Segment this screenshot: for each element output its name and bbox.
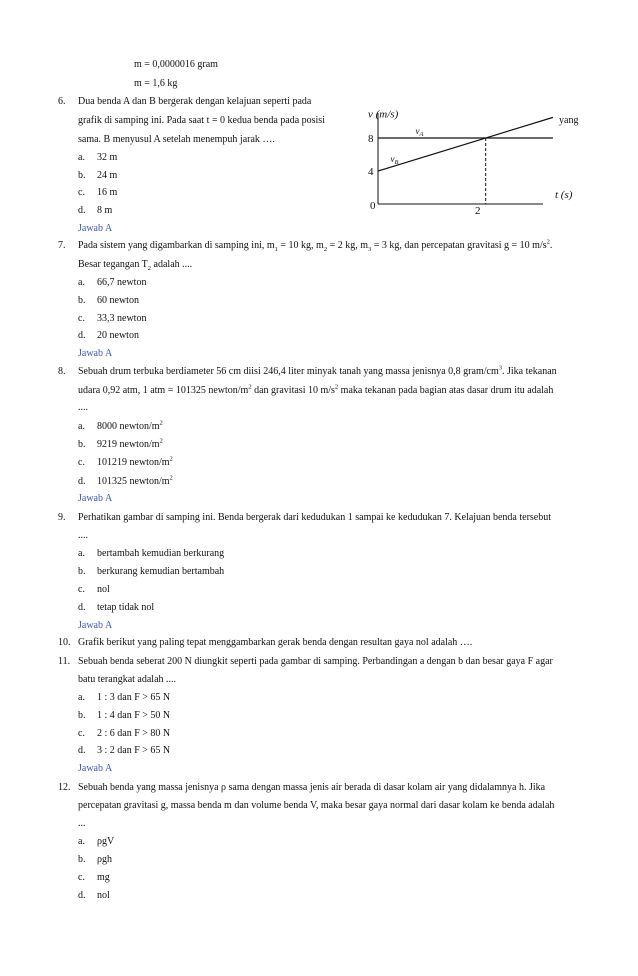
q6-option-b-text: 24 m bbox=[97, 170, 118, 181]
q8-line-3: .... bbox=[78, 402, 88, 413]
q8-option-a-sup: 2 bbox=[159, 419, 163, 427]
q7-option-a-text: 66,7 newton bbox=[97, 277, 147, 288]
q8-sup-3: 3 bbox=[498, 364, 502, 372]
q7-line-1 bbox=[78, 240, 552, 252]
q9-option-b-label: b. bbox=[78, 566, 86, 577]
q7-option-b-label: b. bbox=[78, 295, 86, 306]
q12-option-d-label: d. bbox=[78, 890, 86, 901]
q8-line-2 bbox=[78, 385, 553, 397]
q8-number: 8. bbox=[58, 366, 66, 377]
q6-option-a-label: a. bbox=[78, 152, 85, 163]
q8-option-b-sup: 2 bbox=[159, 437, 163, 445]
q9-option-a-text: bertambah kemudian berkurang bbox=[97, 548, 225, 559]
y-tick-label-4: 4 bbox=[368, 166, 374, 178]
q7-line-2 bbox=[78, 259, 192, 271]
q7-sub-t2: 2 bbox=[147, 265, 152, 272]
q7-option-b-text: 60 newton bbox=[97, 295, 139, 306]
q6-answer: Jawab A bbox=[78, 223, 113, 234]
x-tick-label-0: 0 bbox=[370, 200, 376, 212]
x-axis-label: t (s) bbox=[555, 189, 573, 201]
q9-option-d-label: d. bbox=[78, 602, 86, 613]
q11-option-d-label: d. bbox=[78, 745, 86, 756]
q8-option-d-sup: 2 bbox=[169, 474, 173, 482]
q9-number: 9. bbox=[58, 512, 66, 523]
q12-option-a-label: a. bbox=[78, 836, 85, 847]
q12-option-b-label: b. bbox=[78, 854, 86, 865]
q9-line-2: .... bbox=[78, 530, 88, 541]
q12-line-3: ... bbox=[78, 818, 86, 829]
q6-option-c-label: c. bbox=[78, 187, 85, 198]
q10-number: 10. bbox=[58, 637, 71, 648]
q12-option-d-text: nol bbox=[97, 890, 110, 901]
q9-option-c-label: c. bbox=[78, 584, 85, 595]
q11-number: 11. bbox=[58, 656, 71, 667]
q8-line-1 bbox=[78, 366, 557, 378]
q11-answer: Jawab A bbox=[78, 763, 113, 774]
q11-option-d-text: 3 : 2 dan F > 65 N bbox=[97, 745, 171, 756]
q8-option-b-value: 9219 newton/m bbox=[97, 439, 160, 450]
q7-option-c-label: c. bbox=[78, 313, 85, 324]
q8-line-1-b: . Jika tekanan bbox=[501, 366, 557, 377]
q11-line-1: Sebuah benda seberat 200 N diungkit seperti pada gambar di samping. Perbandingan a dengan b dan besar gaya F agar bbox=[78, 656, 553, 667]
q7-sub-3: 3 bbox=[367, 246, 372, 253]
x-tick-label-2: 2 bbox=[475, 205, 481, 217]
q8-sup-2a: 2 bbox=[248, 383, 252, 391]
q8-option-a-value: 8000 newton/m bbox=[97, 421, 160, 432]
q8-option-d-text bbox=[97, 476, 173, 488]
q11-option-b-label: b. bbox=[78, 710, 86, 721]
q8-option-b-text bbox=[97, 439, 163, 451]
q7-sub-1: 1 bbox=[274, 246, 278, 253]
y-axis-label: v (m/s) bbox=[368, 108, 399, 121]
q8-option-c-text bbox=[97, 457, 173, 469]
q7-option-d-label: d. bbox=[78, 330, 86, 341]
q7-option-c-text: 33,3 newton bbox=[97, 313, 147, 324]
q9-option-a-label: a. bbox=[78, 548, 85, 559]
q8-line-2-b: dan gravitasi 10 m/s bbox=[251, 385, 335, 396]
q6-option-d-text: 8 m bbox=[97, 205, 113, 216]
q7-sup-2: 2 bbox=[546, 238, 550, 246]
q8-option-c-label: c. bbox=[78, 457, 85, 468]
q7-option-d-text: 20 newton bbox=[97, 330, 139, 341]
q11-option-a-text: 1 : 3 dan F > 65 N bbox=[97, 692, 171, 703]
q7-line-2-a: Besar tegangan T bbox=[78, 259, 148, 270]
preface-line-1: m = 0,0000016 gram bbox=[134, 59, 218, 70]
q6-option-d-label: d. bbox=[78, 205, 86, 216]
q12-line-1: Sebuah benda yang massa jenisnya ρ sama dengan massa jenis air berada di dasar kolam air yang didalamnya h. Jika bbox=[78, 782, 546, 793]
q8-sup-2b: 2 bbox=[334, 383, 339, 391]
q8-option-b-label: b. bbox=[78, 439, 86, 450]
q7-answer: Jawab A bbox=[78, 348, 113, 359]
q7-line-1-a: Pada sistem yang digambarkan di samping ini, m bbox=[78, 240, 275, 251]
q8-line-2-a: udara 0,92 atm, 1 atm = 101325 newton/m bbox=[78, 385, 249, 396]
q11-line-2: batu terangkat adalah .... bbox=[78, 674, 177, 685]
q7-line-1-d: = 3 kg, dan percepatan gravitasi g = 10 m/s bbox=[371, 240, 547, 251]
q8-line-2-c: maka tekanan pada bagian atas dasar drum itu adalah bbox=[338, 385, 554, 396]
q8-line-1-a: Sebuah drum terbuka berdiameter 56 cm diisi 246,4 liter minyak tanah yang massa jenisnya 0,8 gram/cm bbox=[78, 366, 499, 377]
q12-number: 12. bbox=[58, 782, 71, 793]
q9-option-c-text: nol bbox=[97, 584, 110, 595]
q9-option-d-text: tetap tidak nol bbox=[97, 602, 155, 613]
q11-option-c-text: 2 : 6 dan F > 80 N bbox=[97, 728, 171, 739]
series-label-va: $v_A$ bbox=[415, 126, 424, 138]
q9-answer: Jawab A bbox=[78, 620, 113, 631]
series-label-va-sub: A bbox=[419, 131, 424, 138]
q6-line-2: grafik di samping ini. Pada saat t = 0 kedua benda pada posisi bbox=[78, 115, 325, 126]
q12-option-b-text: ρgh bbox=[97, 854, 112, 865]
y-tick-label-8: 8 bbox=[368, 133, 374, 145]
q7-line-1-c: = 2 kg, m bbox=[327, 240, 368, 251]
q9-option-b-text: berkurang kemudian bertambah bbox=[97, 566, 225, 577]
q7-sub-2: 2 bbox=[323, 246, 328, 253]
q11-option-a-label: a. bbox=[78, 692, 85, 703]
q8-option-a-text bbox=[97, 421, 163, 433]
q11-option-c-label: c. bbox=[78, 728, 85, 739]
q8-option-d-label: d. bbox=[78, 476, 86, 487]
series-label-vb: $v_B$ bbox=[390, 153, 399, 166]
q8-option-c-sup: 2 bbox=[169, 455, 173, 463]
series-line-vb bbox=[378, 117, 553, 171]
q7-line-1-b: = 10 kg, m bbox=[277, 240, 324, 251]
q11-option-b-text: 1 : 4 dan F > 50 N bbox=[97, 710, 171, 721]
q6-option-b-label: b. bbox=[78, 170, 86, 181]
q6-line-3: sama. B menyusul A setelah menempuh jarak …. bbox=[78, 134, 275, 145]
q12-option-c-text: mg bbox=[97, 872, 110, 883]
q6-option-c-text: 16 m bbox=[97, 187, 118, 198]
q7-line-2-b: adalah .... bbox=[151, 259, 193, 270]
series-label-vb-sub: B bbox=[394, 158, 399, 166]
q8-option-a-label: a. bbox=[78, 421, 85, 432]
q8-option-d-value: 101325 newton/m bbox=[97, 476, 170, 487]
q6-line-2-end: yang bbox=[559, 115, 579, 126]
q9-line-1: Perhatikan gambar di samping ini. Benda bergerak dari kedudukan 1 sampai ke kedudukan 7. Kelajuan benda tersebut bbox=[78, 512, 552, 523]
q7-number: 7. bbox=[58, 240, 66, 251]
q6-option-a-text: 32 m bbox=[97, 152, 118, 163]
q7-option-a-label: a. bbox=[78, 277, 85, 288]
q12-line-2: percepatan gravitasi g, massa benda m dan volume benda V, maka besar gaya normal dari dasar kolam ke benda adalah bbox=[78, 800, 555, 811]
q12-option-a-text: ρgV bbox=[97, 836, 115, 847]
q8-answer: Jawab A bbox=[78, 493, 113, 504]
preface-line-2: m = 1,6 kg bbox=[134, 78, 178, 89]
q8-option-c-value: 101219 newton/m bbox=[97, 457, 170, 468]
q6-number: 6. bbox=[58, 96, 66, 107]
q6-line-1: Dua benda A dan B bergerak dengan kelajuan seperti pada bbox=[78, 96, 312, 107]
q7-line-1-e: . bbox=[549, 240, 553, 251]
q10-line-1: Grafik berikut yang paling tepat menggambarkan gerak benda dengan resultan gaya nol adalah …. bbox=[78, 637, 473, 648]
q12-option-c-label: c. bbox=[78, 872, 85, 883]
